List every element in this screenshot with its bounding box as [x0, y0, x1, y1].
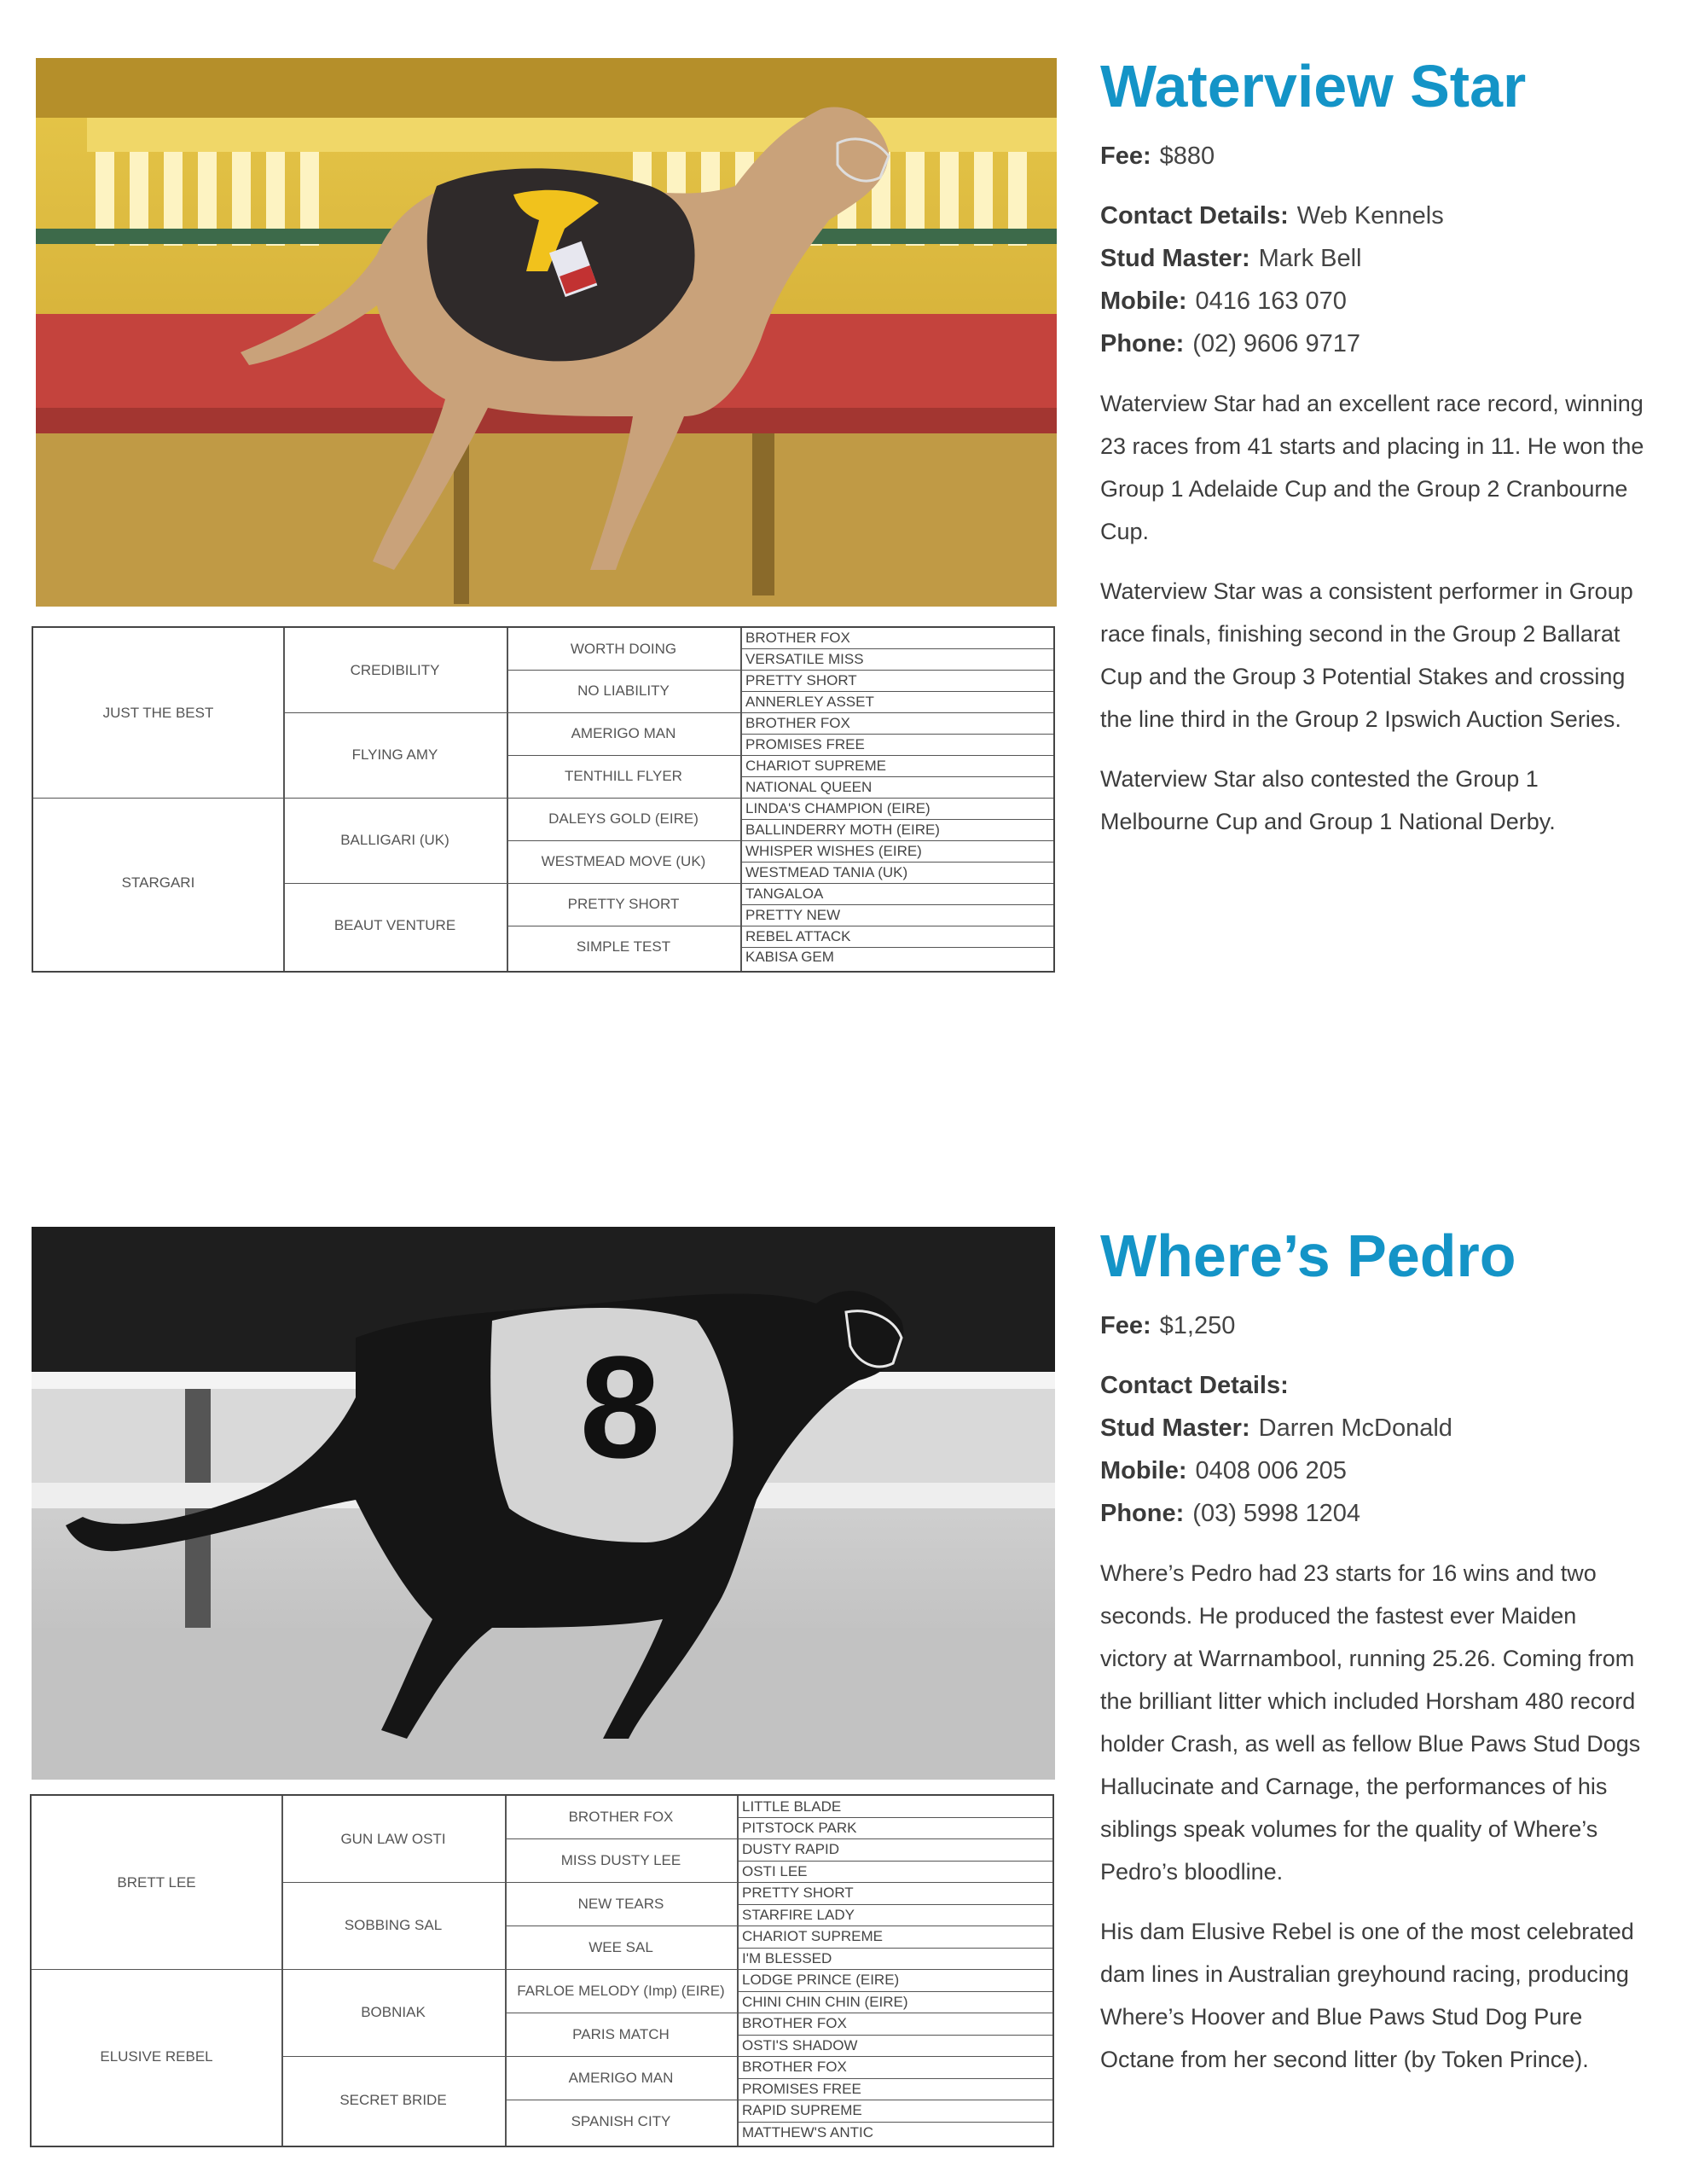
g3-ancestor: SPANISH CITY — [571, 2113, 671, 2129]
rug-number-8: 8 — [579, 1327, 661, 1489]
g3-ancestor: AMERIGO MAN — [568, 2069, 674, 2086]
g4-ancestor: DUSTY RAPID — [742, 1841, 839, 1857]
grandsire-maternal: BOBNIAK — [361, 2004, 426, 2020]
sire: BRETT LEE — [117, 1873, 196, 1891]
g4-ancestor: PROMISES FREE — [742, 2080, 861, 2097]
mobile-row: Mobile: 0416 163 070 — [1100, 288, 1347, 315]
grandsire-paternal: GUN LAW OSTI — [340, 1830, 446, 1847]
g3-ancestor: BROTHER FOX — [568, 1809, 674, 1825]
g3-ancestor: SIMPLE TEST — [576, 938, 671, 955]
g4-ancestor: BROTHER FOX — [745, 630, 850, 646]
g4-ancestor: REBEL ATTACK — [745, 927, 851, 944]
g4-ancestor: BALLINDERRY MOTH (EIRE) — [745, 821, 940, 838]
g4-ancestor: OSTI LEE — [742, 1862, 808, 1879]
g4-ancestor: PROMISES FREE — [745, 735, 865, 752]
g3-ancestor: NEW TEARS — [577, 1895, 664, 1912]
stud-master-row: Stud Master: Darren McDonald — [1100, 1414, 1452, 1442]
g3-ancestor: WESTMEAD MOVE (UK) — [541, 853, 706, 869]
g4-ancestor: CHARIOT SUPREME — [742, 1928, 883, 1944]
dog-name: Where’s Pedro — [1100, 1223, 1516, 1289]
granddam-paternal: FLYING AMY — [351, 746, 438, 763]
g3-ancestor: MISS DUSTY LEE — [560, 1851, 681, 1868]
description-paragraph: Waterview Star had an excellent race record, winning 23 races from 41 starts and placing in 11. He won the Group 1 Adelaide Cup and the Group 2 Cranbourne Cup. — [1100, 391, 1644, 544]
info-waterview-star — [1100, 53, 1646, 843]
g4-ancestor: OSTI'S SHADOW — [742, 2036, 858, 2053]
g4-ancestor: ANNERLEY ASSET — [745, 693, 874, 710]
phone-row: Phone: (02) 9606 9717 — [1100, 330, 1360, 357]
g4-ancestor: BROTHER FOX — [742, 2015, 847, 2031]
g4-ancestor: STARFIRE LADY — [742, 1906, 855, 1923]
granddam-maternal: SECRET BRIDE — [339, 2091, 447, 2108]
phone-row: Phone: (03) 5998 1204 — [1100, 1500, 1360, 1527]
g3-ancestor: PARIS MATCH — [572, 2025, 670, 2042]
pedigree-table-wheres-pedro — [30, 1794, 1054, 2147]
g4-ancestor: NATIONAL QUEEN — [745, 778, 873, 795]
fee-row: Fee: $880 — [1100, 142, 1215, 170]
g3-ancestor: NO LIABILITY — [577, 682, 670, 699]
g4-ancestor: RAPID SUPREME — [742, 2102, 862, 2118]
dam: ELUSIVE REBEL — [100, 2048, 213, 2065]
g4-ancestor: I'M BLESSED — [742, 1949, 832, 1966]
grandsire-maternal: BALLIGARI (UK) — [340, 832, 449, 848]
description-paragraph: His dam Elusive Rebel is one of the most celebrated dam lines in Australian greyhound racing, producing Where’s Hoover and Blue Paws Stud Dog Pure Octane from her second litter (by Token Prince). — [1100, 1919, 1634, 2072]
contact-row: Contact Details: Web Kennels — [1100, 202, 1444, 229]
g4-ancestor: PRETTY SHORT — [742, 1885, 854, 1901]
g4-ancestor: LODGE PRINCE (EIRE) — [742, 1972, 900, 1988]
mobile-row: Mobile: 0408 006 205 — [1100, 1457, 1347, 1484]
grandsire-paternal: CREDIBILITY — [350, 661, 440, 678]
g4-ancestor: WHISPER WISHES (EIRE) — [745, 842, 922, 859]
g3-ancestor: WEE SAL — [588, 1938, 653, 1955]
g4-ancestor: VERSATILE MISS — [745, 650, 864, 667]
description-paragraph: Waterview Star also contested the Group 1 Melbourne Cup and Group 1 National Derby. — [1100, 766, 1556, 834]
description-paragraph: Waterview Star was a consistent performer in Group race finals, finishing second in the Group 2 Ballarat Cup and the Group 3 Potential Stakes and crossing the line third in the Group 2 Ipswich Auction Series. — [1100, 578, 1633, 732]
g3-ancestor: DALEYS GOLD (EIRE) — [548, 810, 699, 827]
stud-master-row: Stud Master: Mark Bell — [1100, 245, 1362, 272]
dam: STARGARI — [121, 874, 195, 891]
g4-ancestor: CHINI CHIN CHIN (EIRE) — [742, 1993, 908, 2010]
g4-ancestor: CHARIOT SUPREME — [745, 757, 886, 774]
g4-ancestor: TANGALOA — [745, 885, 824, 902]
contact-row: Contact Details: — [1100, 1372, 1289, 1399]
pedigree-table-waterview-star — [32, 626, 1055, 973]
description-paragraph: Where’s Pedro had 23 starts for 16 wins and two seconds. He produced the fastest ever Maiden victory at Warrnambool, running 25.26. Coming from the brilliant litter which included Horsham 480 record holder Crash, as well as fellow Blue Paws Stud Dogs Hallucinate and Carnage, the performances of his siblings speak volumes for the quality of Where’s Pedro’s bloodline. — [1100, 1560, 1641, 1885]
g3-ancestor: AMERIGO MAN — [571, 725, 676, 741]
fee-row: Fee: $1,250 — [1100, 1312, 1236, 1339]
g4-ancestor: LINDA'S CHAMPION (EIRE) — [745, 799, 931, 816]
g4-ancestor: KABISA GEM — [745, 949, 834, 965]
g4-ancestor: PRETTY NEW — [745, 906, 841, 923]
g3-ancestor: FARLOE MELODY (Imp) (EIRE) — [517, 1982, 725, 1999]
photo-waterview-star — [36, 58, 1057, 607]
g4-ancestor: PRETTY SHORT — [745, 671, 857, 688]
g4-ancestor: WESTMEAD TANIA (UK) — [745, 863, 908, 880]
g3-ancestor: PRETTY SHORT — [567, 896, 680, 912]
g3-ancestor: WORTH DOING — [570, 640, 677, 657]
granddam-paternal: SOBBING SAL — [344, 1917, 443, 1933]
g4-ancestor: PITSTOCK PARK — [742, 1819, 857, 1836]
g4-ancestor: LITTLE BLADE — [742, 1798, 842, 1815]
g4-ancestor: BROTHER FOX — [745, 714, 850, 731]
granddam-maternal: BEAUT VENTURE — [333, 916, 456, 933]
sire: JUST THE BEST — [102, 704, 214, 721]
g4-ancestor: MATTHEW'S ANTIC — [742, 2124, 874, 2140]
g4-ancestor: BROTHER FOX — [742, 2059, 847, 2075]
dog-name: Waterview Star — [1100, 53, 1527, 119]
info-wheres-pedro — [1100, 1223, 1646, 2081]
g3-ancestor: TENTHILL FLYER — [565, 768, 682, 784]
photo-wheres-pedro — [32, 1227, 1055, 1780]
